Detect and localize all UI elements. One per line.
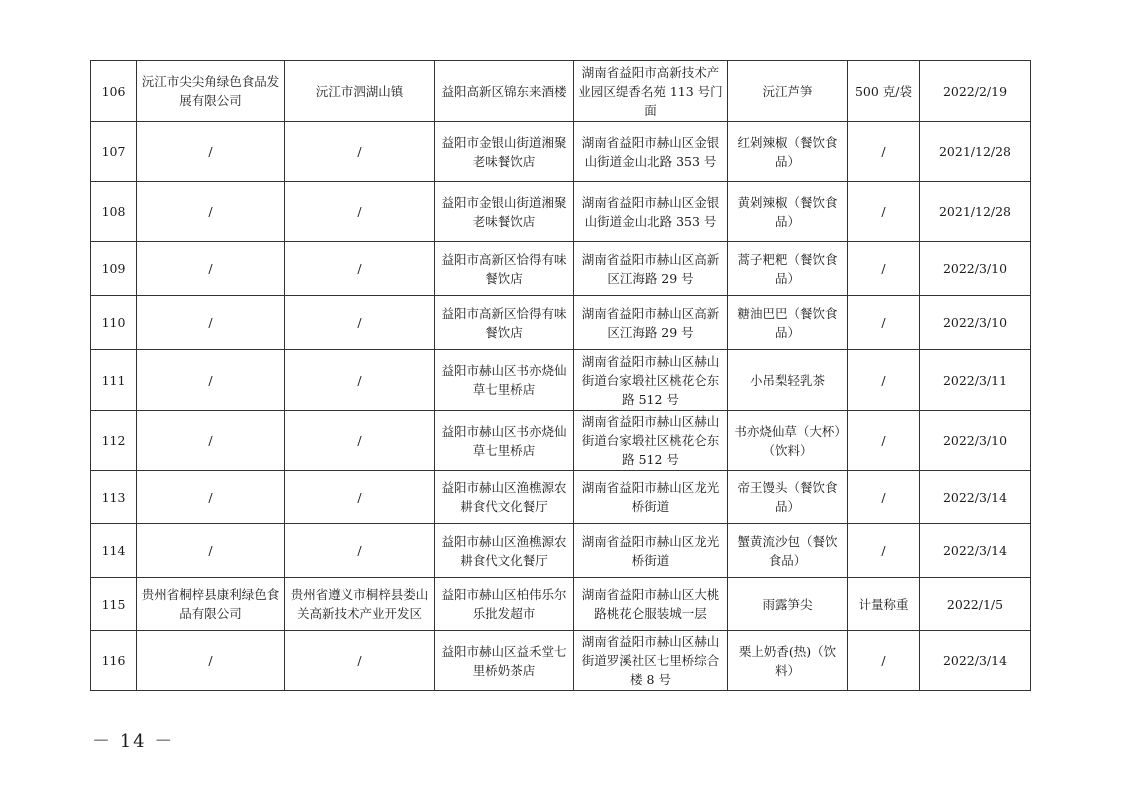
cell-producer-name: / [137,471,285,524]
cell-specification: 500 克/袋 [848,61,920,122]
cell-number: 107 [91,122,137,182]
cell-specification: / [848,471,920,524]
cell-seller-address: 湖南省益阳市高新技术产业园区缇香名苑 113 号门面 [574,61,728,122]
cell-specification: / [848,631,920,691]
cell-seller-address: 湖南省益阳市赫山区金银山街道金山北路 353 号 [574,122,728,182]
cell-seller-address: 湖南省益阳市赫山区赫山街道台家塅社区桃花仑东路 512 号 [574,350,728,411]
cell-seller-name: 益阳高新区锦东来酒楼 [435,61,574,122]
cell-number: 109 [91,242,137,296]
cell-number: 111 [91,350,137,411]
cell-producer-address: / [285,122,435,182]
table-row [91,411,1031,471]
cell-product-name: 蟹黄流沙包（餐饮食品） [728,524,848,578]
cell-production-date: 2021/12/28 [920,182,1031,242]
cell-producer-name: 沅江市尖尖角绿色食品发展有限公司 [137,61,285,122]
table-row [91,631,1031,691]
cell-production-date: 2022/3/14 [920,471,1031,524]
cell-production-date: 2022/3/14 [920,524,1031,578]
cell-seller-name: 益阳市赫山区书亦烧仙草七里桥店 [435,411,574,471]
cell-seller-name: 益阳市赫山区书亦烧仙草七里桥店 [435,350,574,411]
cell-specification: 计量称重 [848,578,920,631]
cell-producer-address: / [285,242,435,296]
cell-number: 115 [91,578,137,631]
cell-seller-address: 湖南省益阳市赫山区龙光桥街道 [574,524,728,578]
cell-specification: / [848,182,920,242]
cell-seller-name: 益阳市赫山区益禾堂七里桥奶茶店 [435,631,574,691]
cell-seller-address: 湖南省益阳市赫山区金银山街道金山北路 353 号 [574,182,728,242]
cell-production-date: 2022/3/10 [920,411,1031,471]
cell-producer-address: / [285,182,435,242]
cell-producer-address: / [285,411,435,471]
table-row [91,296,1031,350]
table-row [91,61,1031,122]
cell-number: 114 [91,524,137,578]
cell-number: 112 [91,411,137,471]
cell-specification: / [848,242,920,296]
cell-production-date: 2022/3/11 [920,350,1031,411]
cell-producer-address: / [285,296,435,350]
cell-seller-address: 湖南省益阳市赫山区大桃路桃花仑服装城一层 [574,578,728,631]
cell-specification: / [848,350,920,411]
cell-product-name: 黄剁辣椒（餐饮食品） [728,182,848,242]
cell-producer-name: / [137,631,285,691]
cell-seller-address: 湖南省益阳市赫山区高新区江海路 29 号 [574,242,728,296]
cell-specification: / [848,411,920,471]
cell-product-name: 蒿子粑粑（餐饮食品） [728,242,848,296]
cell-producer-name: / [137,350,285,411]
table-row [91,122,1031,182]
cell-product-name: 沅江芦笋 [728,61,848,122]
table-row [91,242,1031,296]
table-row [91,350,1031,411]
cell-producer-address: 沅江市泗湖山镇 [285,61,435,122]
cell-seller-name: 益阳市高新区恰得有味餐饮店 [435,242,574,296]
cell-seller-name: 益阳市赫山区渔樵源农耕食代文化餐厅 [435,524,574,578]
cell-number: 116 [91,631,137,691]
cell-number: 110 [91,296,137,350]
cell-producer-address: 贵州省遵义市桐梓县娄山关高新技术产业开发区 [285,578,435,631]
cell-product-name: 糖油巴巴（餐饮食品） [728,296,848,350]
cell-seller-name: 益阳市金银山街道湘聚老味餐饮店 [435,182,574,242]
cell-seller-name: 益阳市赫山区柏伟乐尔乐批发超市 [435,578,574,631]
results-table [90,60,1031,691]
cell-product-name: 红剁辣椒（餐饮食品） [728,122,848,182]
cell-producer-address: / [285,350,435,411]
cell-producer-address: / [285,631,435,691]
cell-product-name: 帝王馒头（餐饮食品） [728,471,848,524]
cell-seller-address: 湖南省益阳市赫山区赫山街道罗溪社区七里桥综合楼 8 号 [574,631,728,691]
table-row [91,471,1031,524]
cell-specification: / [848,122,920,182]
cell-specification: / [848,296,920,350]
table-row [91,524,1031,578]
page-number: － 14 － [92,731,175,752]
cell-producer-name: / [137,242,285,296]
cell-number: 108 [91,182,137,242]
cell-seller-name: 益阳市金银山街道湘聚老味餐饮店 [435,122,574,182]
cell-production-date: 2022/3/10 [920,296,1031,350]
cell-production-date: 2022/3/14 [920,631,1031,691]
table-body [91,61,1031,691]
cell-producer-address: / [285,524,435,578]
cell-product-name: 雨露笋尖 [728,578,848,631]
cell-producer-name: / [137,296,285,350]
cell-producer-name: / [137,182,285,242]
cell-seller-name: 益阳市高新区恰得有味餐饮店 [435,296,574,350]
table-row [91,182,1031,242]
cell-production-date: 2022/2/19 [920,61,1031,122]
cell-seller-address: 湖南省益阳市赫山区高新区江海路 29 号 [574,296,728,350]
cell-seller-address: 湖南省益阳市赫山区龙光桥街道 [574,471,728,524]
cell-product-name: 书亦烧仙草（大杯）（饮料） [728,411,848,471]
cell-product-name: 栗上奶香(热)（饮料） [728,631,848,691]
table-row [91,578,1031,631]
cell-number: 113 [91,471,137,524]
cell-specification: / [848,524,920,578]
cell-product-name: 小吊梨轻乳茶 [728,350,848,411]
cell-producer-name: / [137,524,285,578]
cell-production-date: 2022/1/5 [920,578,1031,631]
cell-production-date: 2021/12/28 [920,122,1031,182]
cell-production-date: 2022/3/10 [920,242,1031,296]
cell-seller-address: 湖南省益阳市赫山区赫山街道台家塅社区桃花仑东路 512 号 [574,411,728,471]
cell-producer-name: / [137,411,285,471]
cell-producer-name: 贵州省桐梓县康利绿色食品有限公司 [137,578,285,631]
cell-producer-name: / [137,122,285,182]
cell-number: 106 [91,61,137,122]
cell-producer-address: / [285,471,435,524]
cell-seller-name: 益阳市赫山区渔樵源农耕食代文化餐厅 [435,471,574,524]
